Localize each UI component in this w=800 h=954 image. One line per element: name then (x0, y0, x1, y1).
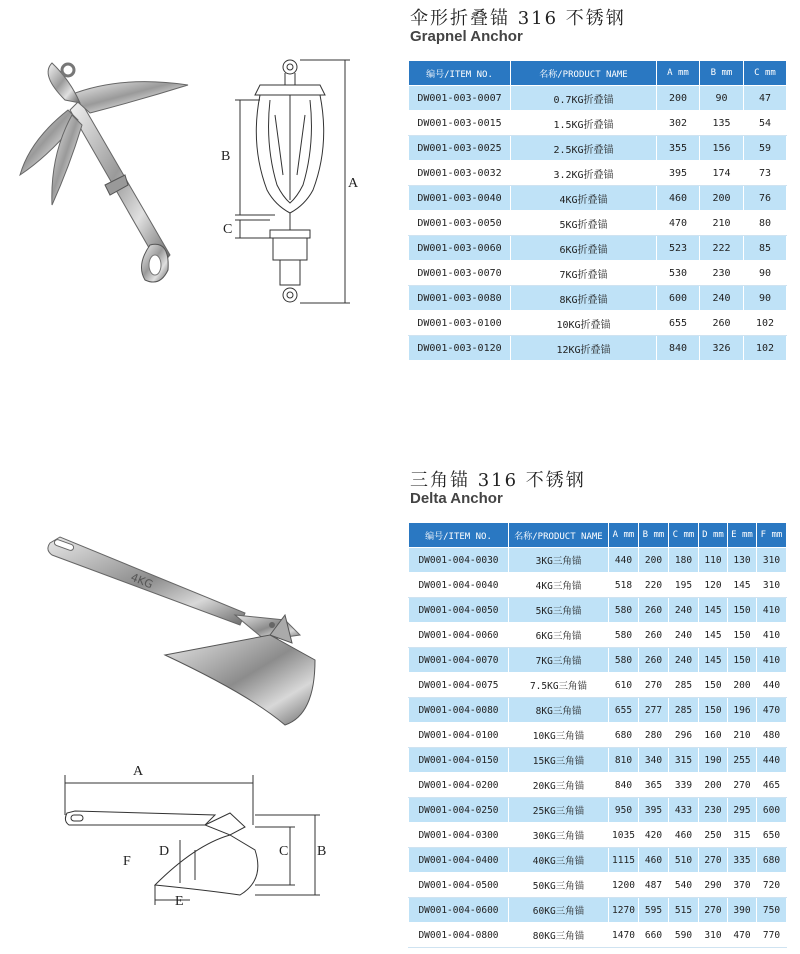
table-cell: 145 (699, 598, 728, 623)
table-cell: 73 (744, 161, 787, 186)
table-cell: 85 (744, 236, 787, 261)
table-cell: 255 (728, 748, 757, 773)
table-cell: 339 (669, 773, 699, 798)
table-header-row (409, 523, 787, 548)
table-row (409, 723, 787, 748)
table-cell: 510 (669, 848, 699, 873)
table-row (409, 261, 787, 286)
table-cell: DW001-004-0400 (409, 848, 509, 873)
table-cell: 1.5KG折叠锚 (511, 111, 657, 136)
table-cell: 335 (728, 848, 757, 873)
table-row (409, 673, 787, 698)
table-cell: 240 (669, 648, 699, 673)
delta-spec-table (408, 522, 787, 948)
table-cell: 655 (657, 311, 700, 336)
table-row (409, 236, 787, 261)
table-cell: 54 (744, 111, 787, 136)
table-cell: 145 (699, 648, 728, 673)
table-cell: 600 (657, 286, 700, 311)
table-cell: 465 (757, 773, 787, 798)
table-cell: 90 (744, 261, 787, 286)
table-cell: 680 (757, 848, 787, 873)
delta-dimension-drawing (55, 755, 345, 915)
column-header: 编号/ITEM NO. (409, 523, 509, 548)
table-cell: DW001-004-0040 (409, 573, 509, 598)
table-cell: 59 (744, 136, 787, 161)
table-cell: 240 (700, 286, 744, 311)
table-cell: DW001-003-0080 (409, 286, 511, 311)
table-row (409, 161, 787, 186)
table-row (409, 623, 787, 648)
table-row (409, 573, 787, 598)
delta-label-a: A (133, 764, 144, 779)
table-cell: 200 (639, 548, 669, 573)
table-cell: 370 (728, 873, 757, 898)
table-cell: 110 (699, 548, 728, 573)
table-cell: 12KG折叠锚 (511, 336, 657, 361)
table-cell: 80KG三角锚 (509, 923, 609, 948)
table-cell: 410 (757, 598, 787, 623)
table-cell: 480 (757, 723, 787, 748)
table-cell: 410 (757, 648, 787, 673)
delta-subtitle: Delta Anchor (410, 490, 503, 507)
table-row (409, 286, 787, 311)
grapnel-label-a: A (348, 176, 359, 191)
table-cell: 190 (699, 748, 728, 773)
table-row (409, 823, 787, 848)
table-cell: DW001-003-0015 (409, 111, 511, 136)
table-cell: 80 (744, 211, 787, 236)
table-cell: 770 (757, 923, 787, 948)
anchor-weight-stamp: 4KG (128, 570, 155, 592)
table-cell: DW001-004-0030 (409, 548, 509, 573)
table-cell: 950 (609, 798, 639, 823)
table-cell: 470 (657, 211, 700, 236)
table-cell: 40KG三角锚 (509, 848, 609, 873)
table-cell: DW001-004-0080 (409, 698, 509, 723)
table-cell: DW001-004-0060 (409, 623, 509, 648)
table-cell: 302 (657, 111, 700, 136)
table-row (409, 898, 787, 923)
delta-label-d: D (159, 844, 170, 859)
table-row (409, 136, 787, 161)
table-cell: 460 (657, 186, 700, 211)
table-cell: 135 (700, 111, 744, 136)
table-cell: 310 (757, 548, 787, 573)
table-row (409, 923, 787, 948)
table-cell: 260 (639, 648, 669, 673)
table-row (409, 773, 787, 798)
table-cell: 655 (609, 698, 639, 723)
table-cell: 650 (757, 823, 787, 848)
table-cell: 440 (757, 748, 787, 773)
table-cell: 315 (728, 823, 757, 848)
table-cell: 365 (639, 773, 669, 798)
delta-anchor-photo (40, 525, 330, 735)
table-cell: 4KG折叠锚 (511, 186, 657, 211)
table-cell: 15KG三角锚 (509, 748, 609, 773)
column-header: C mm (744, 61, 787, 86)
table-cell: 470 (757, 698, 787, 723)
delta-label-e: E (175, 894, 184, 909)
table-cell: 395 (657, 161, 700, 186)
table-cell: 390 (728, 898, 757, 923)
table-cell: DW001-003-0025 (409, 136, 511, 161)
table-cell: 230 (699, 798, 728, 823)
table-cell: 580 (609, 648, 639, 673)
table-cell: 230 (700, 261, 744, 286)
table-cell: 7.5KG三角锚 (509, 673, 609, 698)
table-row (409, 648, 787, 673)
table-cell: 580 (609, 623, 639, 648)
table-cell: 76 (744, 186, 787, 211)
table-row (409, 873, 787, 898)
table-row (409, 748, 787, 773)
table-cell: 840 (657, 336, 700, 361)
table-cell: DW001-003-0100 (409, 311, 511, 336)
table-cell: 180 (669, 548, 699, 573)
table-cell: 200 (728, 673, 757, 698)
table-header-row (409, 61, 787, 86)
table-cell: 7KG折叠锚 (511, 261, 657, 286)
table-cell: DW001-004-0300 (409, 823, 509, 848)
table-cell: 120 (699, 573, 728, 598)
table-cell: 470 (728, 923, 757, 948)
table-cell: 90 (700, 86, 744, 111)
table-cell: 590 (669, 923, 699, 948)
table-cell: 410 (757, 623, 787, 648)
table-cell: 523 (657, 236, 700, 261)
table-cell: 6KG折叠锚 (511, 236, 657, 261)
grapnel-spec-table (408, 60, 787, 361)
table-row (409, 211, 787, 236)
table-cell: 47 (744, 86, 787, 111)
table-cell: 290 (699, 873, 728, 898)
column-header: C mm (669, 523, 699, 548)
table-cell: 10KG折叠锚 (511, 311, 657, 336)
table-cell: 90 (744, 286, 787, 311)
table-cell: 130 (728, 548, 757, 573)
column-header: A mm (657, 61, 700, 86)
table-cell: 1035 (609, 823, 639, 848)
table-cell: 270 (639, 673, 669, 698)
table-cell: DW001-003-0050 (409, 211, 511, 236)
grapnel-label-c: C (223, 222, 233, 237)
table-cell: DW001-004-0050 (409, 598, 509, 623)
table-cell: 60KG三角锚 (509, 898, 609, 923)
table-cell: 160 (699, 723, 728, 748)
table-cell: 8KG折叠锚 (511, 286, 657, 311)
table-cell: 530 (657, 261, 700, 286)
table-cell: 240 (669, 598, 699, 623)
table-cell: 285 (669, 698, 699, 723)
table-cell: 195 (669, 573, 699, 598)
table-cell: 145 (728, 573, 757, 598)
table-cell: 315 (669, 748, 699, 773)
table-cell: 440 (757, 673, 787, 698)
table-cell: 260 (639, 598, 669, 623)
delta-label-c: C (279, 844, 289, 859)
table-cell: 1200 (609, 873, 639, 898)
table-row (409, 698, 787, 723)
table-row (409, 598, 787, 623)
table-cell: 270 (699, 848, 728, 873)
table-cell: 720 (757, 873, 787, 898)
table-cell: 260 (700, 311, 744, 336)
delta-title: 三角锚 316 不锈钢 (410, 470, 586, 491)
table-cell: DW001-003-0032 (409, 161, 511, 186)
table-cell: DW001-004-0500 (409, 873, 509, 898)
table-cell: 487 (639, 873, 669, 898)
table-cell: 210 (700, 211, 744, 236)
table-cell: 310 (699, 923, 728, 948)
table-cell: 295 (728, 798, 757, 823)
table-cell: 145 (699, 623, 728, 648)
column-header: D mm (699, 523, 728, 548)
table-cell: 296 (669, 723, 699, 748)
table-cell: 270 (728, 773, 757, 798)
table-cell: DW001-003-0120 (409, 336, 511, 361)
table-cell: 174 (700, 161, 744, 186)
table-cell: DW001-004-0800 (409, 923, 509, 948)
table-cell: 433 (669, 798, 699, 823)
table-cell: 395 (639, 798, 669, 823)
table-cell: 196 (728, 698, 757, 723)
table-cell: 595 (639, 898, 669, 923)
column-header: B mm (700, 61, 744, 86)
table-cell: 102 (744, 336, 787, 361)
table-cell: 222 (700, 236, 744, 261)
table-cell: DW001-004-0075 (409, 673, 509, 698)
table-cell: DW001-003-0060 (409, 236, 511, 261)
table-row (409, 86, 787, 111)
table-cell: 260 (639, 623, 669, 648)
table-cell: 600 (757, 798, 787, 823)
table-cell: 518 (609, 573, 639, 598)
table-row (409, 186, 787, 211)
table-cell: 210 (728, 723, 757, 748)
column-header: A mm (609, 523, 639, 548)
table-cell: 150 (728, 648, 757, 673)
table-cell: 5KG折叠锚 (511, 211, 657, 236)
table-cell: DW001-004-0150 (409, 748, 509, 773)
table-cell: 1270 (609, 898, 639, 923)
table-cell: 20KG三角锚 (509, 773, 609, 798)
table-cell: 25KG三角锚 (509, 798, 609, 823)
table-cell: 4KG三角锚 (509, 573, 609, 598)
table-cell: 420 (639, 823, 669, 848)
column-header: 名称/PRODUCT NAME (509, 523, 609, 548)
table-cell: 5KG三角锚 (509, 598, 609, 623)
table-cell: DW001-004-0250 (409, 798, 509, 823)
table-cell: 220 (639, 573, 669, 598)
table-cell: 515 (669, 898, 699, 923)
grapnel-dimension-drawing (215, 55, 360, 315)
table-row (409, 548, 787, 573)
table-cell: 200 (699, 773, 728, 798)
table-cell: 3.2KG折叠锚 (511, 161, 657, 186)
table-row (409, 336, 787, 361)
table-row (409, 111, 787, 136)
table-cell: DW001-004-0600 (409, 898, 509, 923)
grapnel-title: 伞形折叠锚 316 不锈钢 (410, 8, 626, 29)
table-cell: 156 (700, 136, 744, 161)
table-cell: 355 (657, 136, 700, 161)
table-cell: 1470 (609, 923, 639, 948)
table-cell: 250 (699, 823, 728, 848)
grapnel-anchor-photo (10, 55, 205, 295)
table-cell: 750 (757, 898, 787, 923)
table-cell: 460 (639, 848, 669, 873)
delta-label-b: B (317, 844, 327, 859)
table-cell: DW001-004-0100 (409, 723, 509, 748)
table-cell: 440 (609, 548, 639, 573)
table-cell: 280 (639, 723, 669, 748)
table-cell: 10KG三角锚 (509, 723, 609, 748)
grapnel-label-b: B (221, 149, 231, 164)
table-cell: 540 (669, 873, 699, 898)
table-cell: 277 (639, 698, 669, 723)
table-cell: 810 (609, 748, 639, 773)
table-cell: 0.7KG折叠锚 (511, 86, 657, 111)
table-cell: 660 (639, 923, 669, 948)
grapnel-subtitle: Grapnel Anchor (410, 28, 523, 45)
table-cell: DW001-004-0200 (409, 773, 509, 798)
table-cell: 340 (639, 748, 669, 773)
column-header: B mm (639, 523, 669, 548)
table-cell: 285 (669, 673, 699, 698)
table-cell: 50KG三角锚 (509, 873, 609, 898)
table-cell: 270 (699, 898, 728, 923)
table-cell: 580 (609, 598, 639, 623)
table-cell: 200 (657, 86, 700, 111)
column-header: 名称/PRODUCT NAME (511, 61, 657, 86)
table-cell: 3KG三角锚 (509, 548, 609, 573)
table-cell: DW001-003-0040 (409, 186, 511, 211)
table-cell: DW001-003-0070 (409, 261, 511, 286)
table-row (409, 848, 787, 873)
table-cell: 150 (699, 698, 728, 723)
table-cell: 610 (609, 673, 639, 698)
column-header: 编号/ITEM NO. (409, 61, 511, 86)
column-header: E mm (728, 523, 757, 548)
table-cell: 102 (744, 311, 787, 336)
table-cell: 200 (700, 186, 744, 211)
table-cell: 150 (699, 673, 728, 698)
table-row (409, 311, 787, 336)
table-cell: DW001-004-0070 (409, 648, 509, 673)
table-cell: 30KG三角锚 (509, 823, 609, 848)
table-cell: 1115 (609, 848, 639, 873)
table-cell: 460 (669, 823, 699, 848)
column-header: F mm (757, 523, 787, 548)
table-cell: 8KG三角锚 (509, 698, 609, 723)
table-cell: 7KG三角锚 (509, 648, 609, 673)
table-cell: 240 (669, 623, 699, 648)
table-cell: 2.5KG折叠锚 (511, 136, 657, 161)
table-row (409, 798, 787, 823)
table-cell: 150 (728, 598, 757, 623)
table-cell: 150 (728, 623, 757, 648)
table-cell: 310 (757, 573, 787, 598)
table-cell: DW001-003-0007 (409, 86, 511, 111)
table-cell: 6KG三角锚 (509, 623, 609, 648)
delta-label-f: F (123, 854, 131, 869)
table-cell: 840 (609, 773, 639, 798)
table-cell: 680 (609, 723, 639, 748)
table-cell: 326 (700, 336, 744, 361)
